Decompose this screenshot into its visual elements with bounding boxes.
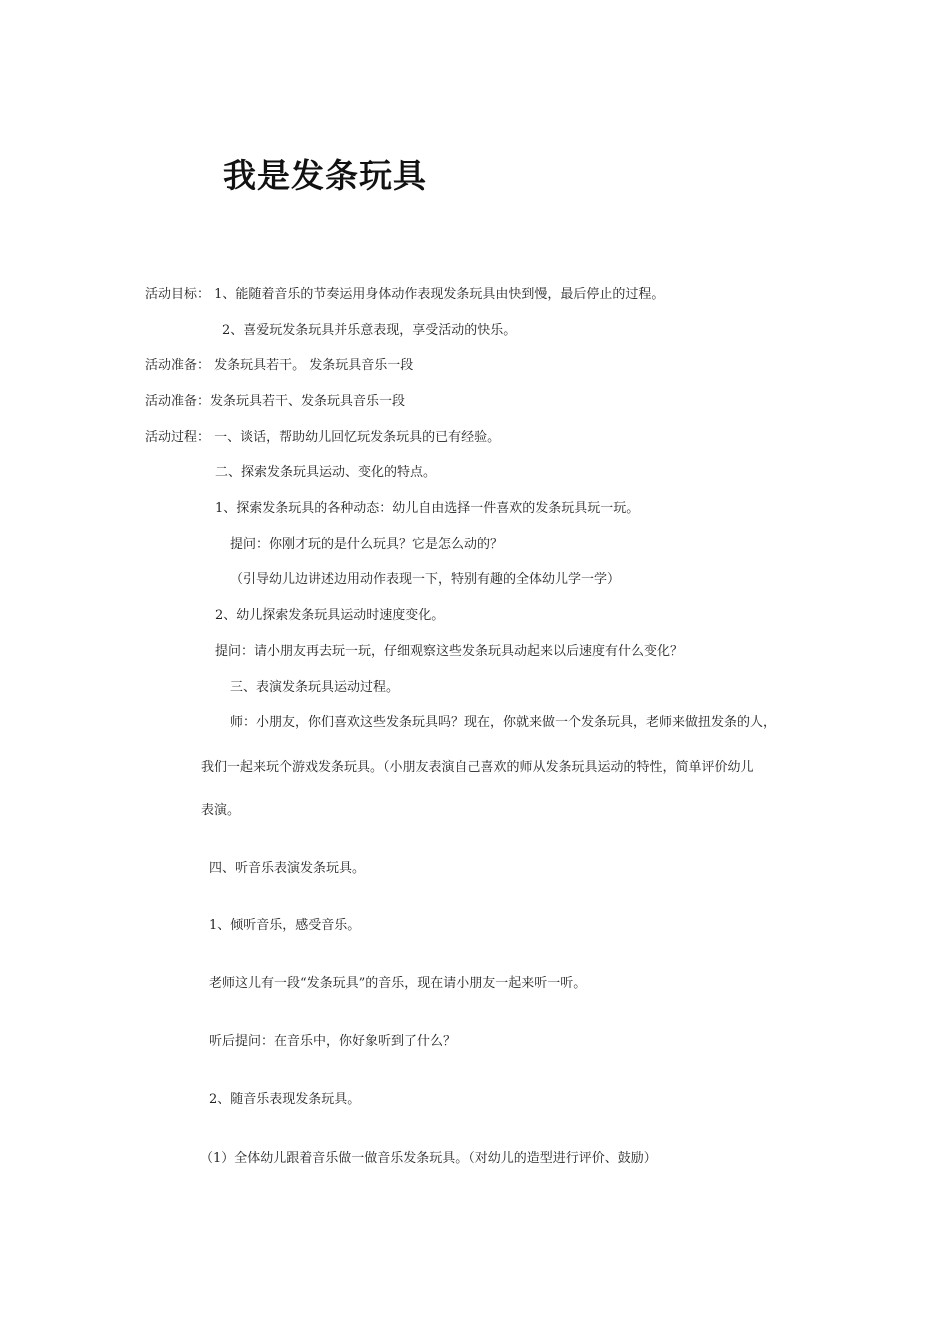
- section-two-heading: 二、探索发条玩具运动、变化的特点。: [215, 465, 437, 480]
- activity-process-line: 活动过程： 一、谈话，帮助幼儿回忆玩发条玩具的已有经验。: [145, 430, 501, 445]
- after-listen-question-line: 听后提问：在音乐中，你好象听到了什么？: [209, 1034, 457, 1049]
- section-four-heading: 四、听音乐表演发条玩具。: [209, 861, 366, 876]
- teacher-line-2: 我们一起来玩个游戏发条玩具。（小朋友表演自己喜欢的师从发条玩具运动的特性，简单评价幼儿: [201, 760, 754, 775]
- listen-step-line: 1、倾听音乐，感受音乐。: [209, 918, 361, 933]
- question-line-2: 提问：请小朋友再去玩一玩，仔细观察这些发条玩具动起来以后速度有什么变化？: [215, 644, 684, 659]
- step-two-line: 2、幼儿探索发条玩具运动时速度变化。: [215, 608, 445, 623]
- perform-step-line: 2、随音乐表现发条玩具。: [209, 1092, 361, 1107]
- group-perform-line: （1）全体幼儿跟着音乐做一做音乐发条玩具。（对幼儿的造型进行评价、鼓励）: [200, 1151, 657, 1166]
- section-three-heading: 三、表演发条玩具运动过程。: [230, 680, 400, 695]
- teacher-line-3: 表演。: [201, 803, 241, 818]
- question-line-1: 提问：你刚才玩的是什么玩具？它是怎么动的？: [230, 537, 504, 552]
- activity-prep-line-2: 活动准备：发条玩具若干、发条玩具音乐一段: [145, 394, 406, 409]
- teacher-line-1: 师：小朋友，你们喜欢这些发条玩具吗？现在，你就来做一个发条玩具，老师来做扭发条的人，: [230, 715, 777, 730]
- document-title: 我是发条玩具: [223, 156, 427, 195]
- guidance-line: （引导幼儿边讲述边用动作表现一下，特别有趣的全体幼儿学一学）: [230, 572, 621, 587]
- activity-prep-line-1: 活动准备： 发条玩具若干。 发条玩具音乐一段: [145, 358, 414, 373]
- activity-goal-line-2: 2、喜爱玩发条玩具并乐意表现，享受活动的快乐。: [222, 323, 517, 338]
- teacher-music-line: 老师这儿有一段“发条玩具”的音乐，现在请小朋友一起来听一听。: [209, 976, 587, 991]
- step-one-line: 1、探索发条玩具的各种动态：幼儿自由选择一件喜欢的发条玩具玩一玩。: [215, 501, 640, 516]
- activity-goal-line-1: 活动目标： 1、能随着音乐的节奏运用身体动作表现发条玩具由快到慢，最后停止的过程。: [145, 287, 665, 302]
